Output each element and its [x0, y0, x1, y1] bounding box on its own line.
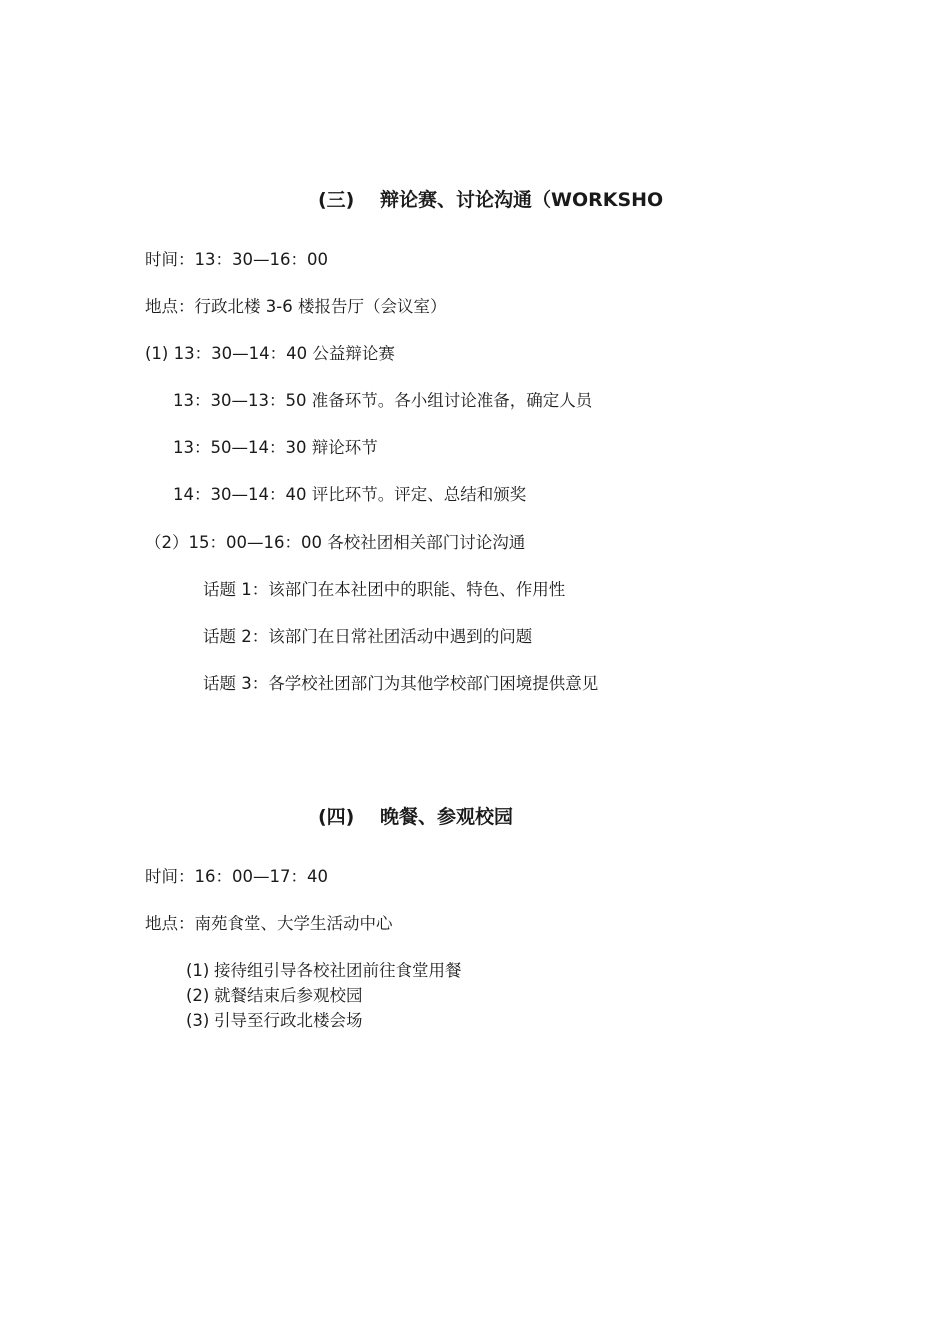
- section3-item1-sub-2: 13：50—14：30 辩论环节: [173, 438, 378, 457]
- section4-title: 晚餐、参观校园: [380, 806, 514, 828]
- section3-topic-1: 话题 1：该部门在本社团中的职能、特色、作用性: [203, 580, 566, 599]
- list-marker: (2): [186, 986, 210, 1005]
- section3-time: 时间：13：30—16：00: [145, 250, 328, 269]
- list-text: 接待组引导各校社团前往食堂用餐: [214, 961, 462, 980]
- section4-list-item-1: [186, 957, 462, 981]
- list-marker: (3): [186, 1011, 210, 1030]
- section3-topic-2: 话题 2：该部门在日常社团活动中遇到的问题: [203, 627, 533, 646]
- section4-list-item-3: [186, 1007, 363, 1031]
- section4-heading: [318, 802, 513, 829]
- section4-time: 时间：16：00—17：40: [145, 867, 328, 886]
- section4-list-item-2: [186, 982, 363, 1006]
- list-marker: (1): [186, 961, 210, 980]
- list-text: 引导至行政北楼会场: [214, 1011, 363, 1030]
- section3-number: (三): [318, 189, 355, 211]
- section4-number: (四): [318, 806, 355, 828]
- section3-item1: (1) 13：30—14：40 公益辩论赛: [145, 344, 395, 363]
- section3-place: 地点：行政北楼 3-6 楼报告厅（会议室）: [145, 297, 447, 316]
- section3-item1-sub-3: 14：30—14：40 评比环节。评定、总结和颁奖: [173, 485, 527, 504]
- section3-title: 辩论赛、讨论沟通（WORKSHO: [380, 189, 664, 211]
- section3-topic-3: 话题 3：各学校社团部门为其他学校部门困境提供意见: [203, 674, 599, 693]
- section4-place: 地点：南苑食堂、大学生活动中心: [145, 914, 393, 933]
- list-text: 就餐结束后参观校园: [214, 986, 363, 1005]
- section3-heading: [318, 185, 663, 212]
- section3-item2: （2）15：00—16：00 各校社团相关部门讨论沟通: [145, 533, 526, 552]
- section3-item1-sub-1: 13：30—13：50 准备环节。各小组讨论准备，确定人员: [173, 391, 593, 410]
